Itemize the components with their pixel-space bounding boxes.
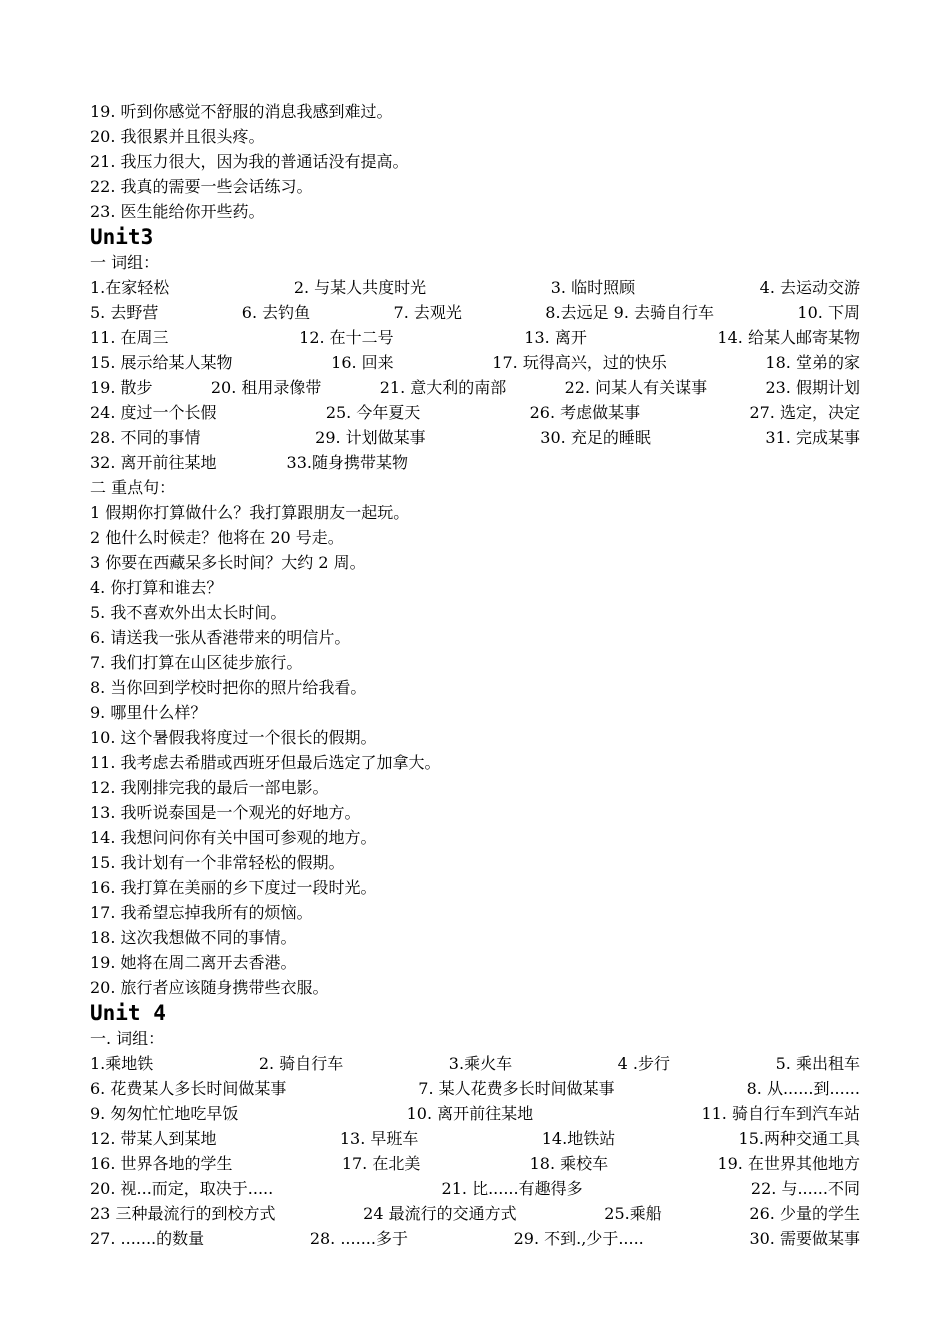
phrase: 12. 带某人到某地 bbox=[90, 1129, 217, 1148]
sentence-line: 3 你要在西藏呆多长时间？大约 2 周。 bbox=[90, 553, 366, 572]
phrase: 22. 问某人有关谋事 bbox=[564, 378, 708, 397]
phrase: 3. 临时照顾 bbox=[550, 278, 636, 297]
phrase: 13. 早班车 bbox=[339, 1129, 419, 1148]
phrase: 22. 与......不同 bbox=[750, 1179, 860, 1198]
phrase: 16. 世界各地的学生 bbox=[90, 1154, 233, 1173]
phrase: 7. 某人花费多长时间做某事 bbox=[418, 1079, 615, 1098]
unit3-phrase-table bbox=[90, 275, 860, 475]
sentence-line: 20. 旅行者应该随身携带些衣服。 bbox=[90, 978, 329, 997]
sentence-line: 19. 听到你感觉不舒服的消息我感到难过。 bbox=[90, 102, 393, 121]
phrase: 23. 假期计划 bbox=[765, 378, 860, 397]
phrase: 26. 少量的学生 bbox=[749, 1204, 860, 1223]
phrase: 27. 选定，决定 bbox=[749, 403, 860, 422]
phrase: 29. 计划做某事 bbox=[315, 428, 426, 447]
sentence-line: 8. 当你回到学校时把你的照片给我看。 bbox=[90, 678, 367, 697]
sentence-line: 23. 医生能给你开些药。 bbox=[90, 202, 265, 221]
sentence-line: 9. 哪里什么样？ bbox=[90, 703, 207, 722]
sentence-line: 1 假期你打算做什么？我打算跟朋友一起玩。 bbox=[90, 503, 410, 522]
phrase: 19. 在世界其他地方 bbox=[717, 1154, 860, 1173]
phrase: 19. 散步 bbox=[90, 378, 153, 397]
sentence-line: 22. 我真的需要一些会话练习。 bbox=[90, 177, 313, 196]
unit4-phrases-heading: 一. 词组： bbox=[90, 1029, 165, 1048]
sentence-line: 17. 我希望忘掉我所有的烦恼。 bbox=[90, 903, 313, 922]
phrase: 4 .步行 bbox=[617, 1054, 671, 1073]
phrase: 20. 租用录像带 bbox=[210, 378, 322, 397]
intro-sentence-list bbox=[90, 99, 860, 224]
sentence-line: 19. 她将在周二离开去香港。 bbox=[90, 953, 297, 972]
phrase-row bbox=[90, 1176, 860, 1201]
phrase: 29. 不到.,少于..... bbox=[513, 1229, 644, 1248]
sentence-line: 20. 我很累并且很头疼。 bbox=[90, 127, 265, 146]
sentence-line: 10. 这个暑假我将度过一个很长的假期。 bbox=[90, 728, 377, 747]
unit3-phrases-heading: 一 词组： bbox=[90, 253, 160, 272]
phrase-row bbox=[90, 1051, 860, 1076]
sentence-line: 18. 这次我想做不同的事情。 bbox=[90, 928, 297, 947]
phrase-row bbox=[90, 375, 860, 400]
unit3-title: Unit3 bbox=[90, 225, 154, 249]
phrase: 14.地铁站 bbox=[541, 1129, 616, 1148]
phrase: 15.两种交通工具 bbox=[738, 1129, 860, 1148]
phrase: 23 三种最流行的到校方式 bbox=[90, 1204, 276, 1223]
phrase-row bbox=[90, 325, 860, 350]
sentence-line: 4. 你打算和谁去？ bbox=[90, 578, 223, 597]
phrase: 30. 充足的睡眠 bbox=[540, 428, 651, 447]
unit4-phrase-table bbox=[90, 1051, 860, 1251]
phrase-row bbox=[90, 350, 860, 375]
phrase-row bbox=[90, 1126, 860, 1151]
phrase: 15. 展示给某人某物 bbox=[90, 353, 233, 372]
phrase: 16. 回来 bbox=[331, 353, 394, 372]
phrase: 2. 骑自行车 bbox=[258, 1054, 344, 1073]
phrase: 25.乘船 bbox=[604, 1204, 662, 1223]
phrase: 25. 今年夏天 bbox=[325, 403, 421, 422]
unit3-sentence-list bbox=[90, 500, 860, 1000]
phrase: 17. 在北美 bbox=[341, 1154, 421, 1173]
sentence-line: 16. 我打算在美丽的乡下度过一段时光。 bbox=[90, 878, 377, 897]
sentence-line: 13. 我听说泰国是一个观光的好地方。 bbox=[90, 803, 361, 822]
phrase: 21. 比......有趣得多 bbox=[441, 1179, 583, 1198]
phrase: 30. 需要做某事 bbox=[749, 1229, 860, 1248]
phrase: 18. 乘校车 bbox=[529, 1154, 609, 1173]
phrase: 8.去远足 9. 去骑自行车 bbox=[545, 303, 715, 322]
phrase: 4. 去运动交游 bbox=[759, 278, 860, 297]
phrase: 9. 匆匆忙忙地吃早饭 bbox=[90, 1104, 239, 1123]
phrase-row bbox=[90, 400, 860, 425]
phrase: 3.乘火车 bbox=[448, 1054, 513, 1073]
sentence-line: 12. 我刚排完我的最后一部电影。 bbox=[90, 778, 329, 797]
sentence-line: 21. 我压力很大，因为我的普通话没有提高。 bbox=[90, 152, 409, 171]
sentence-line: 14. 我想问问你有关中国可参观的地方。 bbox=[90, 828, 377, 847]
phrase-row bbox=[90, 450, 860, 475]
phrase: 12. 在十二号 bbox=[299, 328, 394, 347]
phrase: 33.随身携带某物 bbox=[286, 453, 408, 472]
phrase: 10. 离开前往某地 bbox=[406, 1104, 534, 1123]
phrase-row bbox=[90, 275, 860, 300]
phrase: 18. 堂弟的家 bbox=[765, 353, 860, 372]
phrase: 28. 不同的事情 bbox=[90, 428, 201, 447]
unit4-title: Unit 4 bbox=[90, 1001, 166, 1025]
phrase-row bbox=[90, 300, 860, 325]
phrase: 17. 玩得高兴，过的快乐 bbox=[492, 353, 667, 372]
phrase-row bbox=[90, 1201, 860, 1226]
phrase: 6. 花费某人多长时间做某事 bbox=[90, 1079, 287, 1098]
phrase: 26. 考虑做某事 bbox=[529, 403, 641, 422]
phrase: 6. 去钓鱼 bbox=[241, 303, 311, 322]
phrase: 10. 下周 bbox=[797, 303, 860, 322]
phrase: 11. 在周三 bbox=[90, 328, 169, 347]
phrase: 20. 视...而定，取决于..... bbox=[90, 1179, 274, 1198]
phrase: 2. 与某人共度时光 bbox=[293, 278, 427, 297]
sentence-line: 2 他什么时候走？他将在 20 号走。 bbox=[90, 528, 344, 547]
phrase: 7. 去观光 bbox=[393, 303, 462, 322]
phrase-row bbox=[90, 425, 860, 450]
sentence-line: 6. 请送我一张从香港带来的明信片。 bbox=[90, 628, 351, 647]
phrase-row bbox=[90, 1076, 860, 1101]
sentence-line: 11. 我考虑去希腊或西班牙但最后选定了加拿大。 bbox=[90, 753, 441, 772]
phrase: 31. 完成某事 bbox=[765, 428, 860, 447]
phrase: 21. 意大利的南部 bbox=[379, 378, 507, 397]
phrase: 5. 去野营 bbox=[90, 303, 159, 322]
phrase: 1.在家轻松 bbox=[90, 278, 170, 297]
sentence-line: 5. 我不喜欢外出太长时间。 bbox=[90, 603, 287, 622]
phrase: 8. 从......到...... bbox=[746, 1079, 860, 1098]
page-content bbox=[90, 99, 860, 1251]
phrase: 14. 给某人邮寄某物 bbox=[717, 328, 860, 347]
phrase: 24. 度过一个长假 bbox=[90, 403, 217, 422]
unit3-sentences-heading: 二 重点句： bbox=[90, 478, 176, 497]
phrase: 1.乘地铁 bbox=[90, 1054, 154, 1073]
sentence-line: 7. 我们打算在山区徒步旅行。 bbox=[90, 653, 303, 672]
phrase: 13. 离开 bbox=[524, 328, 587, 347]
phrase: 28. .......多于 bbox=[309, 1229, 408, 1248]
phrase: 5. 乘出租车 bbox=[775, 1054, 860, 1073]
phrase: 24 最流行的交通方式 bbox=[363, 1204, 517, 1223]
phrase-row bbox=[90, 1226, 860, 1251]
phrase: 32. 离开前往某地 bbox=[90, 453, 217, 472]
phrase: 27. .......的数量 bbox=[90, 1229, 205, 1248]
phrase-row bbox=[90, 1151, 860, 1176]
phrase: 11. 骑自行车到汽车站 bbox=[701, 1104, 860, 1123]
sentence-line: 15. 我计划有一个非常轻松的假期。 bbox=[90, 853, 345, 872]
phrase-row bbox=[90, 1101, 860, 1126]
